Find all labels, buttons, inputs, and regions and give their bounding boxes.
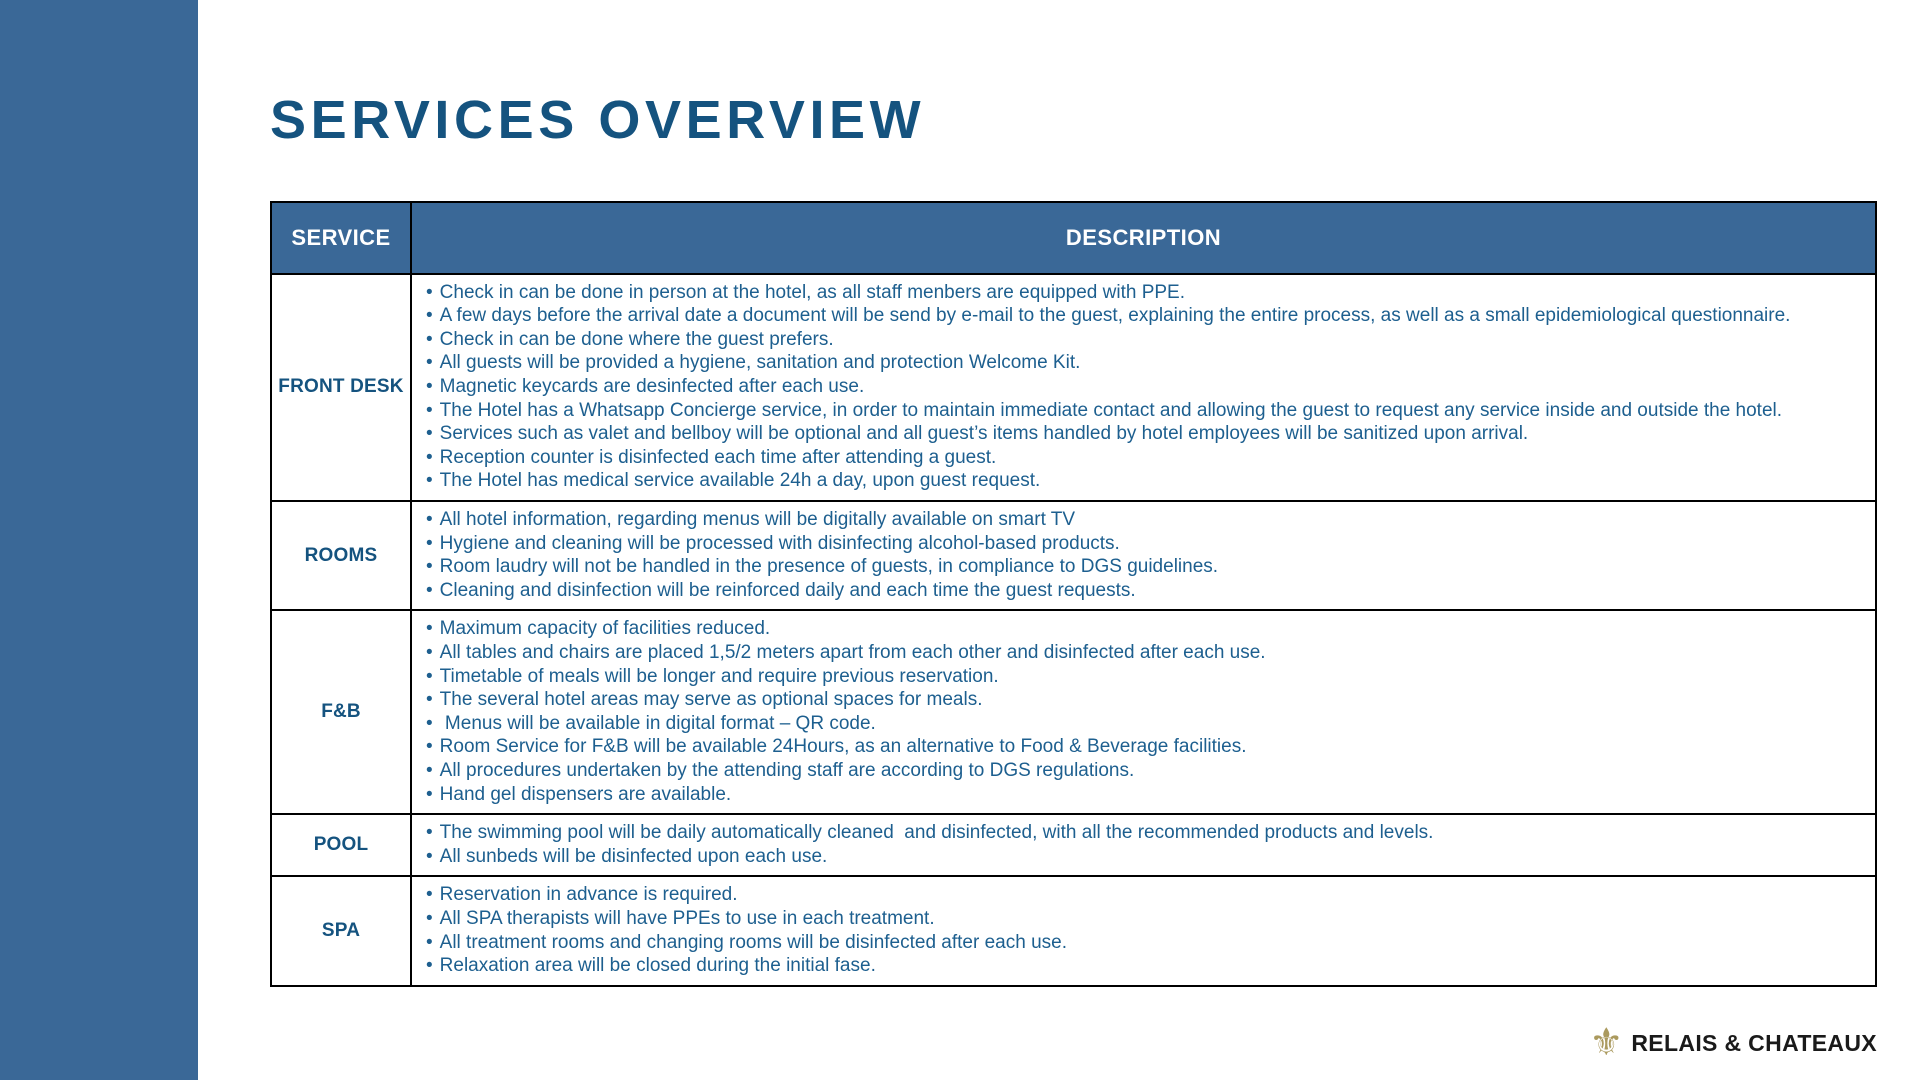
description-item-text: All guests will be provided a hygiene, sanitation and protection Welcome Kit. — [439, 352, 1081, 374]
table-row — [271, 876, 1876, 985]
description-item-text: The swimming pool will be daily automatically cleaned and disinfected, with all the recommended products and levels. — [439, 822, 1434, 844]
description-item — [426, 735, 1865, 759]
bullet-marker: • — [426, 884, 433, 906]
bullet-marker: • — [426, 376, 433, 398]
table-row — [271, 814, 1876, 876]
description-item — [426, 617, 1865, 641]
left-accent-sidebar — [0, 0, 198, 1080]
description-item-text: Check in can be done in person at the hotel, as all staff menbers are equipped with PPE. — [439, 281, 1185, 303]
bullet-marker: • — [426, 712, 433, 734]
service-name: POOL — [271, 814, 411, 876]
bullet-marker: • — [426, 783, 433, 805]
bullet-marker: • — [426, 759, 433, 781]
description-item — [426, 883, 1865, 907]
main-content — [198, 0, 1920, 1080]
description-item — [426, 783, 1865, 807]
description-item-text: The several hotel areas may serve as optional spaces for meals. — [439, 689, 983, 711]
service-name: ROOMS — [271, 501, 411, 610]
bullet-marker: • — [426, 955, 433, 977]
table-row — [271, 610, 1876, 814]
service-description — [411, 610, 1876, 814]
description-item — [426, 931, 1865, 955]
description-item-text: Menus will be available in digital format – QR code. — [439, 712, 876, 734]
description-item-text: The Hotel has medical service available 24h a day, upon guest request. — [439, 470, 1041, 492]
service-description — [411, 274, 1876, 501]
description-item — [426, 508, 1865, 532]
table-header-row — [271, 202, 1876, 274]
description-item — [426, 446, 1865, 470]
description-item — [426, 665, 1865, 689]
bullet-marker: • — [426, 328, 433, 350]
service-description — [411, 814, 1876, 876]
bullet-marker: • — [426, 579, 433, 601]
brand-logo — [1589, 1020, 1877, 1066]
description-item-text: All procedures undertaken by the attending staff are according to DGS regulations. — [439, 759, 1135, 781]
description-item-text: All sunbeds will be disinfected upon each use. — [439, 845, 828, 867]
description-item — [426, 555, 1865, 579]
description-item-text: Relaxation area will be closed during the initial fase. — [439, 955, 876, 977]
description-item-text: Room Service for F&B will be available 24Hours, as an alternative to Food & Beverage facilities. — [439, 736, 1247, 758]
service-name: SPA — [271, 876, 411, 985]
description-item — [426, 469, 1865, 493]
description-item — [426, 821, 1865, 845]
bullet-marker: • — [426, 423, 433, 445]
description-item-text: Reception counter is disinfected each time after attending a guest. — [439, 446, 997, 468]
bullet-marker: • — [426, 618, 433, 640]
description-item-text: Magnetic keycards are desinfected after each use. — [439, 376, 865, 398]
bullet-marker: • — [426, 509, 433, 531]
description-item — [426, 688, 1865, 712]
description-item-text: Hygiene and cleaning will be processed with disinfecting alcohol-based products. — [439, 532, 1120, 554]
bullet-marker: • — [426, 281, 433, 303]
description-item — [426, 712, 1865, 736]
description-item-text: All SPA therapists will have PPEs to use in each treatment. — [439, 907, 935, 929]
bullet-marker: • — [426, 399, 433, 421]
column-header-description: DESCRIPTION — [411, 202, 1876, 274]
bullet-marker: • — [426, 907, 433, 929]
table-row — [271, 274, 1876, 501]
description-item-text: All hotel information, regarding menus will be digitally available on smart TV — [439, 509, 1076, 531]
bullet-marker: • — [426, 665, 433, 687]
description-item — [426, 579, 1865, 603]
description-item-text: Check in can be done where the guest prefers. — [439, 328, 834, 350]
description-item — [426, 759, 1865, 783]
bullet-marker: • — [426, 556, 433, 578]
service-name: FRONT DESK — [271, 274, 411, 501]
column-header-service: SERVICE — [271, 202, 411, 274]
description-item — [426, 422, 1865, 446]
description-item-text: Services such as valet and bellboy will be optional and all guest’s items handled by hotel employees will be sanitized upon arrival. — [439, 423, 1529, 445]
description-item — [426, 954, 1865, 978]
description-item — [426, 328, 1865, 352]
description-item-text: Reservation in advance is required. — [439, 884, 738, 906]
description-item-text: Maximum capacity of facilities reduced. — [439, 618, 771, 640]
bullet-marker: • — [426, 532, 433, 554]
description-item-text: All tables and chairs are placed 1,5/2 meters apart from each other and disinfected after each use. — [439, 642, 1266, 663]
description-item-text: Room laudry will not be handled in the presence of guests, in compliance to DGS guidelines. — [439, 556, 1219, 578]
description-item-text: The Hotel has a Whatsapp Concierge service, in order to maintain immediate contact and allowing the guest to request any service inside and outside the hotel. — [439, 399, 1783, 421]
bullet-marker: • — [426, 736, 433, 758]
bullet-marker: • — [426, 822, 433, 844]
bullet-marker: • — [426, 352, 433, 374]
table-row — [271, 501, 1876, 610]
fleur-de-lis-icon: ⚜ — [1589, 1022, 1624, 1064]
service-description — [411, 501, 1876, 610]
bullet-marker: • — [426, 845, 433, 867]
service-description — [411, 876, 1876, 985]
description-item — [426, 845, 1865, 869]
bullet-marker: • — [426, 931, 433, 953]
page-title: SERVICES OVERVIEW — [270, 90, 926, 150]
description-item-text: All treatment rooms and changing rooms will be disinfected after each use. — [439, 931, 1067, 953]
services-table — [270, 201, 1877, 987]
description-item — [426, 532, 1865, 556]
bullet-marker: • — [426, 470, 433, 492]
description-item — [426, 641, 1865, 665]
bullet-marker: • — [426, 305, 433, 327]
description-item-text: Cleaning and disinfection will be reinforced daily and each time the guest requests. — [439, 579, 1136, 601]
description-item — [426, 281, 1865, 305]
description-item — [426, 375, 1865, 399]
description-item — [426, 351, 1865, 375]
description-item-text: A few days before the arrival date a document will be send by e-mail to the guest, explaining the entire process, as well as a small epidemiological questionnaire. — [439, 305, 1791, 327]
description-item — [426, 399, 1865, 423]
bullet-marker: • — [426, 642, 433, 663]
service-name: F&B — [271, 610, 411, 814]
bullet-marker: • — [426, 446, 433, 468]
description-item-text: Timetable of meals will be longer and require previous reservation. — [439, 665, 999, 687]
description-item — [426, 304, 1865, 328]
description-item-text: Hand gel dispensers are available. — [439, 783, 732, 805]
description-item — [426, 907, 1865, 931]
brand-name: RELAIS & CHATEAUX — [1631, 1029, 1877, 1056]
bullet-marker: • — [426, 689, 433, 711]
